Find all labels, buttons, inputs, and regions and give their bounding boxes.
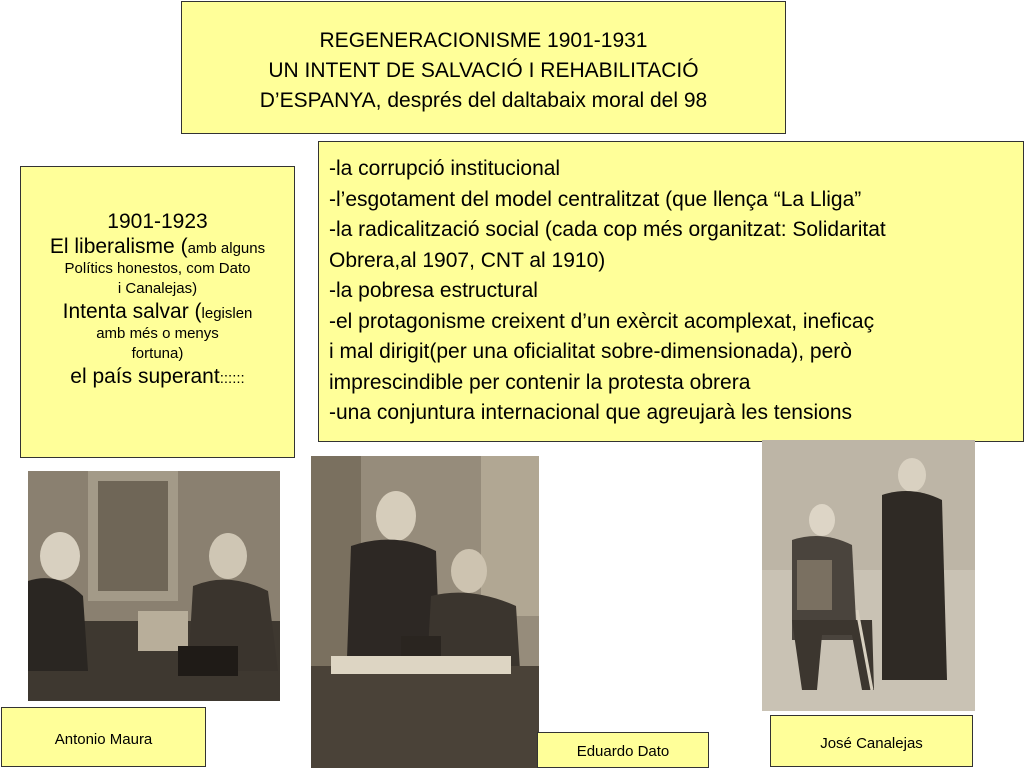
caption-maura: Antonio Maura	[1, 707, 206, 767]
overcoming-line	[21, 364, 294, 389]
liberalism-box	[20, 166, 295, 458]
problem-line: Obrera,al 1907, CNT al 1910)	[329, 248, 606, 272]
problem-line: -la corrupció institucional	[329, 157, 561, 180]
liberalism-note: amb alguns	[187, 240, 266, 257]
photo-dato	[311, 456, 539, 768]
title-line-2: UN INTENT DE SALVACIÓ I REHABILITACIÓ	[268, 59, 699, 82]
problem-line: -una conjuntura internacional que agreujarà les tensions	[329, 401, 853, 424]
overcoming-dots: ::::::	[219, 370, 245, 387]
title-line-3: D’ESPANYA, després del daltabaix moral del 98	[259, 89, 708, 112]
problem-line: -el protagonisme creixent d’un exèrcit acomplexat, ineficaç	[329, 309, 875, 333]
title-box	[181, 1, 786, 134]
title-line-1: REGENERACIONISME 1901-1931	[319, 29, 648, 52]
fortune-line-1: amb més o menys	[96, 325, 219, 342]
period-years: 1901-1923	[107, 210, 208, 233]
canalejas-line: i Canalejas)	[117, 280, 198, 297]
overcoming-text: el país superant	[70, 365, 220, 388]
caption-canalejas: José Canalejas	[770, 715, 973, 767]
problems-list-box	[318, 141, 1024, 442]
problem-line: imprescindible per contenir la protesta obrera	[329, 370, 751, 394]
problem-line: -l’esgotament del model centralitzat (que llença “La Lliga”	[329, 187, 862, 211]
problem-line: i mal dirigit(per una oficialitat sobre-dimensionada), però	[329, 340, 852, 363]
photo-maura	[28, 471, 280, 701]
intenta-note: legislen	[201, 305, 253, 322]
liberalism-line	[21, 234, 294, 259]
liberalism-text: El liberalisme (	[49, 235, 188, 258]
fortune-line-2: fortuna)	[131, 345, 184, 362]
intenta-line	[21, 299, 294, 324]
intenta-text: Intenta salvar (	[62, 300, 202, 323]
politicians-line: Polítics honestos, com Dato	[64, 260, 251, 277]
photo-canalejas	[762, 440, 975, 711]
problem-line: -la radicalització social (cada cop més organitzat: Solidaritat	[329, 218, 886, 241]
problem-line: -la pobresa estructural	[329, 279, 538, 302]
caption-dato: Eduardo Dato	[537, 732, 709, 768]
